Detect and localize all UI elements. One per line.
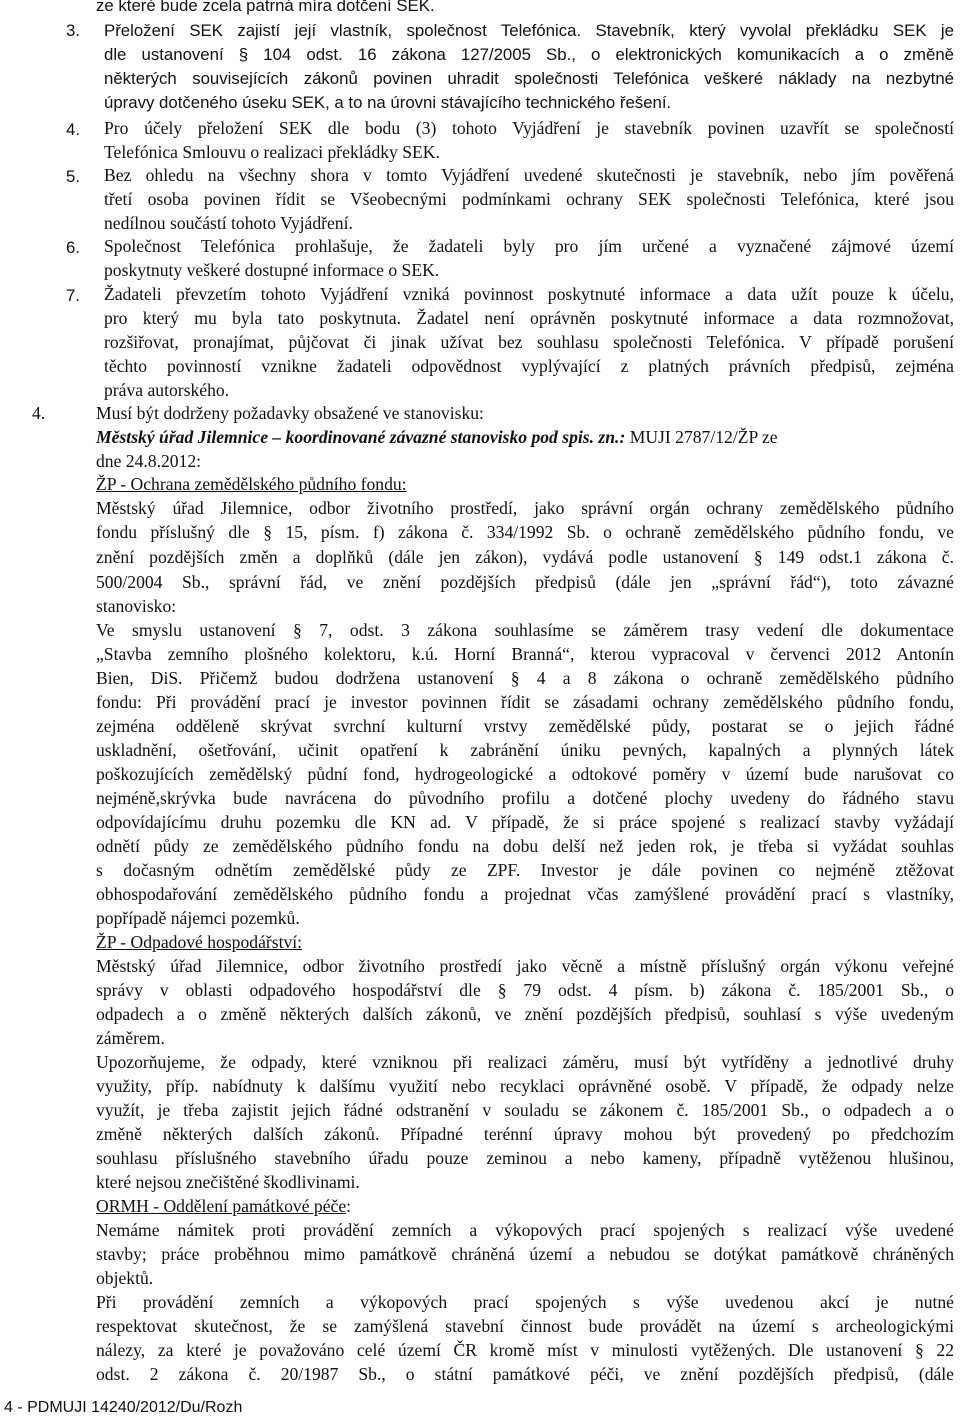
item3-line-3: některých souvisejících zákonů povinen uhradit společnosti Telefónica veškeré náklady na nezbytné (104, 69, 954, 88)
item5-line-1: Bez ohledu na všechny shora v tomto Vyjádření uvedené skutečnosti je stavebník, nebo jím pověřená (104, 165, 954, 185)
zpf-line: obhospodařování zemědělského půdního fondu a projednat včas zamýšlené provádění prací s vlastníky, (96, 884, 954, 904)
item-number-4: 4. (66, 120, 80, 139)
item7-line-4: těchto povinností vznikne žadateli odpovědnost vyplývající z platných právních předpisů, zejména (104, 356, 954, 376)
ormh-title (96, 1195, 351, 1219)
zpf-line: uskladnění, ošetřování, učinit opatření k zabránění úniku pevných, kapalných a plynných látek (96, 740, 954, 760)
zpf-line: nejméně,skrývka bude navrácena do původního profilu a dotčené plochy uvedeny do řádného stavu (96, 788, 954, 808)
section4-heading: Musí být dodrženy požadavky obsažené ve stanovisku: (96, 403, 484, 423)
ormh-line: Nemáme námitek proti provádění zemních a výkopových prací spojených s realizací výše uvedené (96, 1220, 954, 1240)
zpf-line: s dočasným odnětím zemědělské půdy ze ZPF. Investor je dále povinen co nejméně ztěžovat (96, 860, 954, 880)
zpf-title: ŽP - Ochrana zemědělského půdního fondu: (96, 474, 407, 494)
ormh-line: objektů. (96, 1268, 154, 1288)
item5-line-2: třetí osoba povinen řídit se Všeobecnými podmínkami ochrany SEK společnosti Telefónica, které jsou (104, 189, 954, 209)
odpady-line: záměrem. (96, 1028, 165, 1048)
zpf-line: popřípadě nájemci pozemků. (96, 908, 300, 928)
zpf-line: znění pozdějších změn a doplňků (dále jen zákon), vydává podle ustanovení § 149 odst.1 zákona č. (96, 547, 954, 567)
page-footer: 4 - PDMUJI 14240/2012/Du/Rozh (4, 1399, 243, 1416)
zpf-line: Bien, DiS. Přičemž budou dodržena ustanovení § 4 a 8 zákona o ochraně zemědělského půdního (96, 668, 954, 688)
zpf-line: fondu: Při provádění prací je investor povinnen řídit se zásadami ochrany zemědělského půdního fondu, (96, 692, 954, 712)
authority-name: Městský úřad Jilemnice – koordinované závazné stanovisko pod spis. zn.: (96, 427, 626, 447)
zpf-line: „Stavba zemního plošného kolektoru, k.ú. Horní Branná“, kterou vypracoval v červenci 2012 Antonín (96, 644, 954, 664)
ormh-line: respektovat skutečnost, že se zamýšlená stavební činnost bude provádět na území s archeologickými (96, 1316, 954, 1336)
zpf-line: Ve smyslu ustanovení § 7, odst. 3 zákona souhlasíme se záměrem trasy vedení dle dokumentace (96, 620, 954, 640)
authority-ref: MUJI 2787/12/ŽP ze (625, 427, 778, 447)
item7-line-5: práva autorského. (104, 380, 230, 400)
item7-line-2: pro který mu byla tato poskytnuta. Žadatel není oprávněn poskytnuté informace a data rozmnožovat, (104, 308, 954, 328)
zpf-line: poškozujících zemědělský půdní fond, hydrogeologické a odtokové poměry v území bude narušovat co (96, 764, 954, 784)
zpf-line: Městský úřad Jilemnice, odbor životního prostředí, jako správní orgán ochrany zemědělského půdního (96, 498, 954, 518)
zpf-line: 500/2004 Sb., správní řád, ve znění pozdějších předpisů (dále jen „správní řád“), toto závazné (96, 572, 954, 592)
ormh-line: odst. 2 zákona č. 20/1987 Sb., o státní památkové péči, ve znění pozdějších předpisů, (dále (96, 1364, 954, 1384)
zpf-line: stanovisko: (96, 596, 177, 616)
odpady-line: Upozorňujeme, že odpady, které vzniknou při realizaci záměru, musí být vytříděny a jednotlivé druhy (96, 1052, 954, 1072)
ormh-title-text: ORMH - Oddělení památkové péče (96, 1196, 347, 1216)
item-number-7: 7. (66, 286, 80, 305)
ormh-line: Při provádění zemních a výkopových prací spojených s výše uvedenou akcí je nutné (96, 1292, 954, 1312)
zpf-line: odpovídajícímu druhu pozemku dle KN ad. V případě, že si práce spojené s realizací stavby vyžádají (96, 812, 954, 832)
odpady-line: využít, je třeba zajistit jejich řádné odstranění v souladu se zákonem č. 185/2001 Sb., o odpadech a o (96, 1100, 954, 1120)
item7-line-1: Žadateli převzetím tohoto Vyjádření vzniká povinnost poskytnuté informace a data užít pouze k účelu, (104, 284, 954, 304)
item-number-5: 5. (66, 167, 80, 186)
odpady-line: správy v oblasti odpadového hospodářství dle § 79 odst. 4 písm. b) zákona č. 185/2001 Sb., o (96, 980, 954, 1000)
zpf-line: odnětí půdy ze zemědělského půdního fondu na dobu delší než jeden rok, je třeba si vyžádat souhlas (96, 836, 954, 856)
odpady-line: Městský úřad Jilemnice, odbor životního prostředí jako věcně a místně příslušný orgán výkonu veřejné (96, 956, 954, 976)
odpady-line: změně některých dalších zákonů. Případné terénní úpravy mohou být provedený po předchozím (96, 1124, 954, 1144)
zpf-line: zejména odděleně skrývat svrchní kulturní vrstvy zemědělské půdy, postarat se o jejich řádné (96, 716, 954, 736)
odpady-title: ŽP - Odpadové hospodářství: (96, 932, 303, 952)
item6-line-2: poskytnuty veškeré dostupné informace o SEK. (104, 260, 440, 280)
ormh-title-suffix: : (346, 1196, 352, 1216)
authority-date: dne 24.8.2012: (96, 451, 202, 471)
ormh-line: nálezy, za které je považováno celé území ČR kromě míst v minulosti vytěžených. Dle ustanovení § 22 (96, 1340, 954, 1360)
odpady-line: které nejsou znečištěné škodlivinami. (96, 1172, 360, 1192)
item5-line-3: nedílnou součástí tohoto Vyjádření. (104, 213, 353, 233)
item-number-3: 3. (66, 21, 80, 40)
item3-line-1: Přeložení SEK zajistí její vlastník, společnost Telefónica. Stavebník, který vyvolal překládku SEK je (104, 21, 954, 40)
authority-line (96, 426, 954, 450)
continued-line: ze které bude zcela patrná míra dotčení SEK. (96, 0, 435, 15)
odpady-line: souhlasu příslušného stavebního úřadu pouze zeminou a nebo kameny, případně vytěženou hlušinou, (96, 1148, 954, 1168)
item7-line-3: rozšiřovat, pronajímat, půjčovat či jinak užívat bez souhlasu společnosti Telefónica. V případě porušení (104, 332, 954, 352)
section-number-4: 4. (32, 403, 46, 423)
ormh-line: stavby; práce proběhnou mimo památkově chráněná území a nebudou se dotýkat památkově chráněných (96, 1244, 954, 1264)
item3-line-4: úpravy dotčeného úseku SEK, a to na úrovni stávajícího technického řešení. (104, 93, 672, 112)
item-number-6: 6. (66, 238, 80, 257)
odpady-line: odpadech a o změně některých dalších zákonů, ve znění pozdějších předpisů, souhlasí s výše uvedeným (96, 1004, 954, 1024)
odpady-line: využity, příp. nabídnuty k dalšímu využití nebo recyklaci oprávněné osobě. V případě, že odpady nelze (96, 1076, 954, 1096)
item4-line-1: Pro účely přeložení SEK dle bodu (3) tohoto Vyjádření je stavebník povinen uzavřít se společností (104, 118, 954, 138)
item6-line-1: Společnost Telefónica prohlašuje, že žadateli byly pro jím určené a vyznačené zájmové území (104, 236, 954, 256)
zpf-line: fondu příslušný dle § 15, písm. f) zákona č. 334/1992 Sb. o ochraně zemědělského půdního fondu, ve (96, 522, 954, 542)
item4-line-2: Telefónica Smlouvu o realizaci překládky SEK. (104, 142, 440, 162)
item3-line-2: dle ustanovení § 104 odst. 16 zákona 127/2005 Sb., o elektronických komunikacích a o změně (104, 45, 954, 64)
